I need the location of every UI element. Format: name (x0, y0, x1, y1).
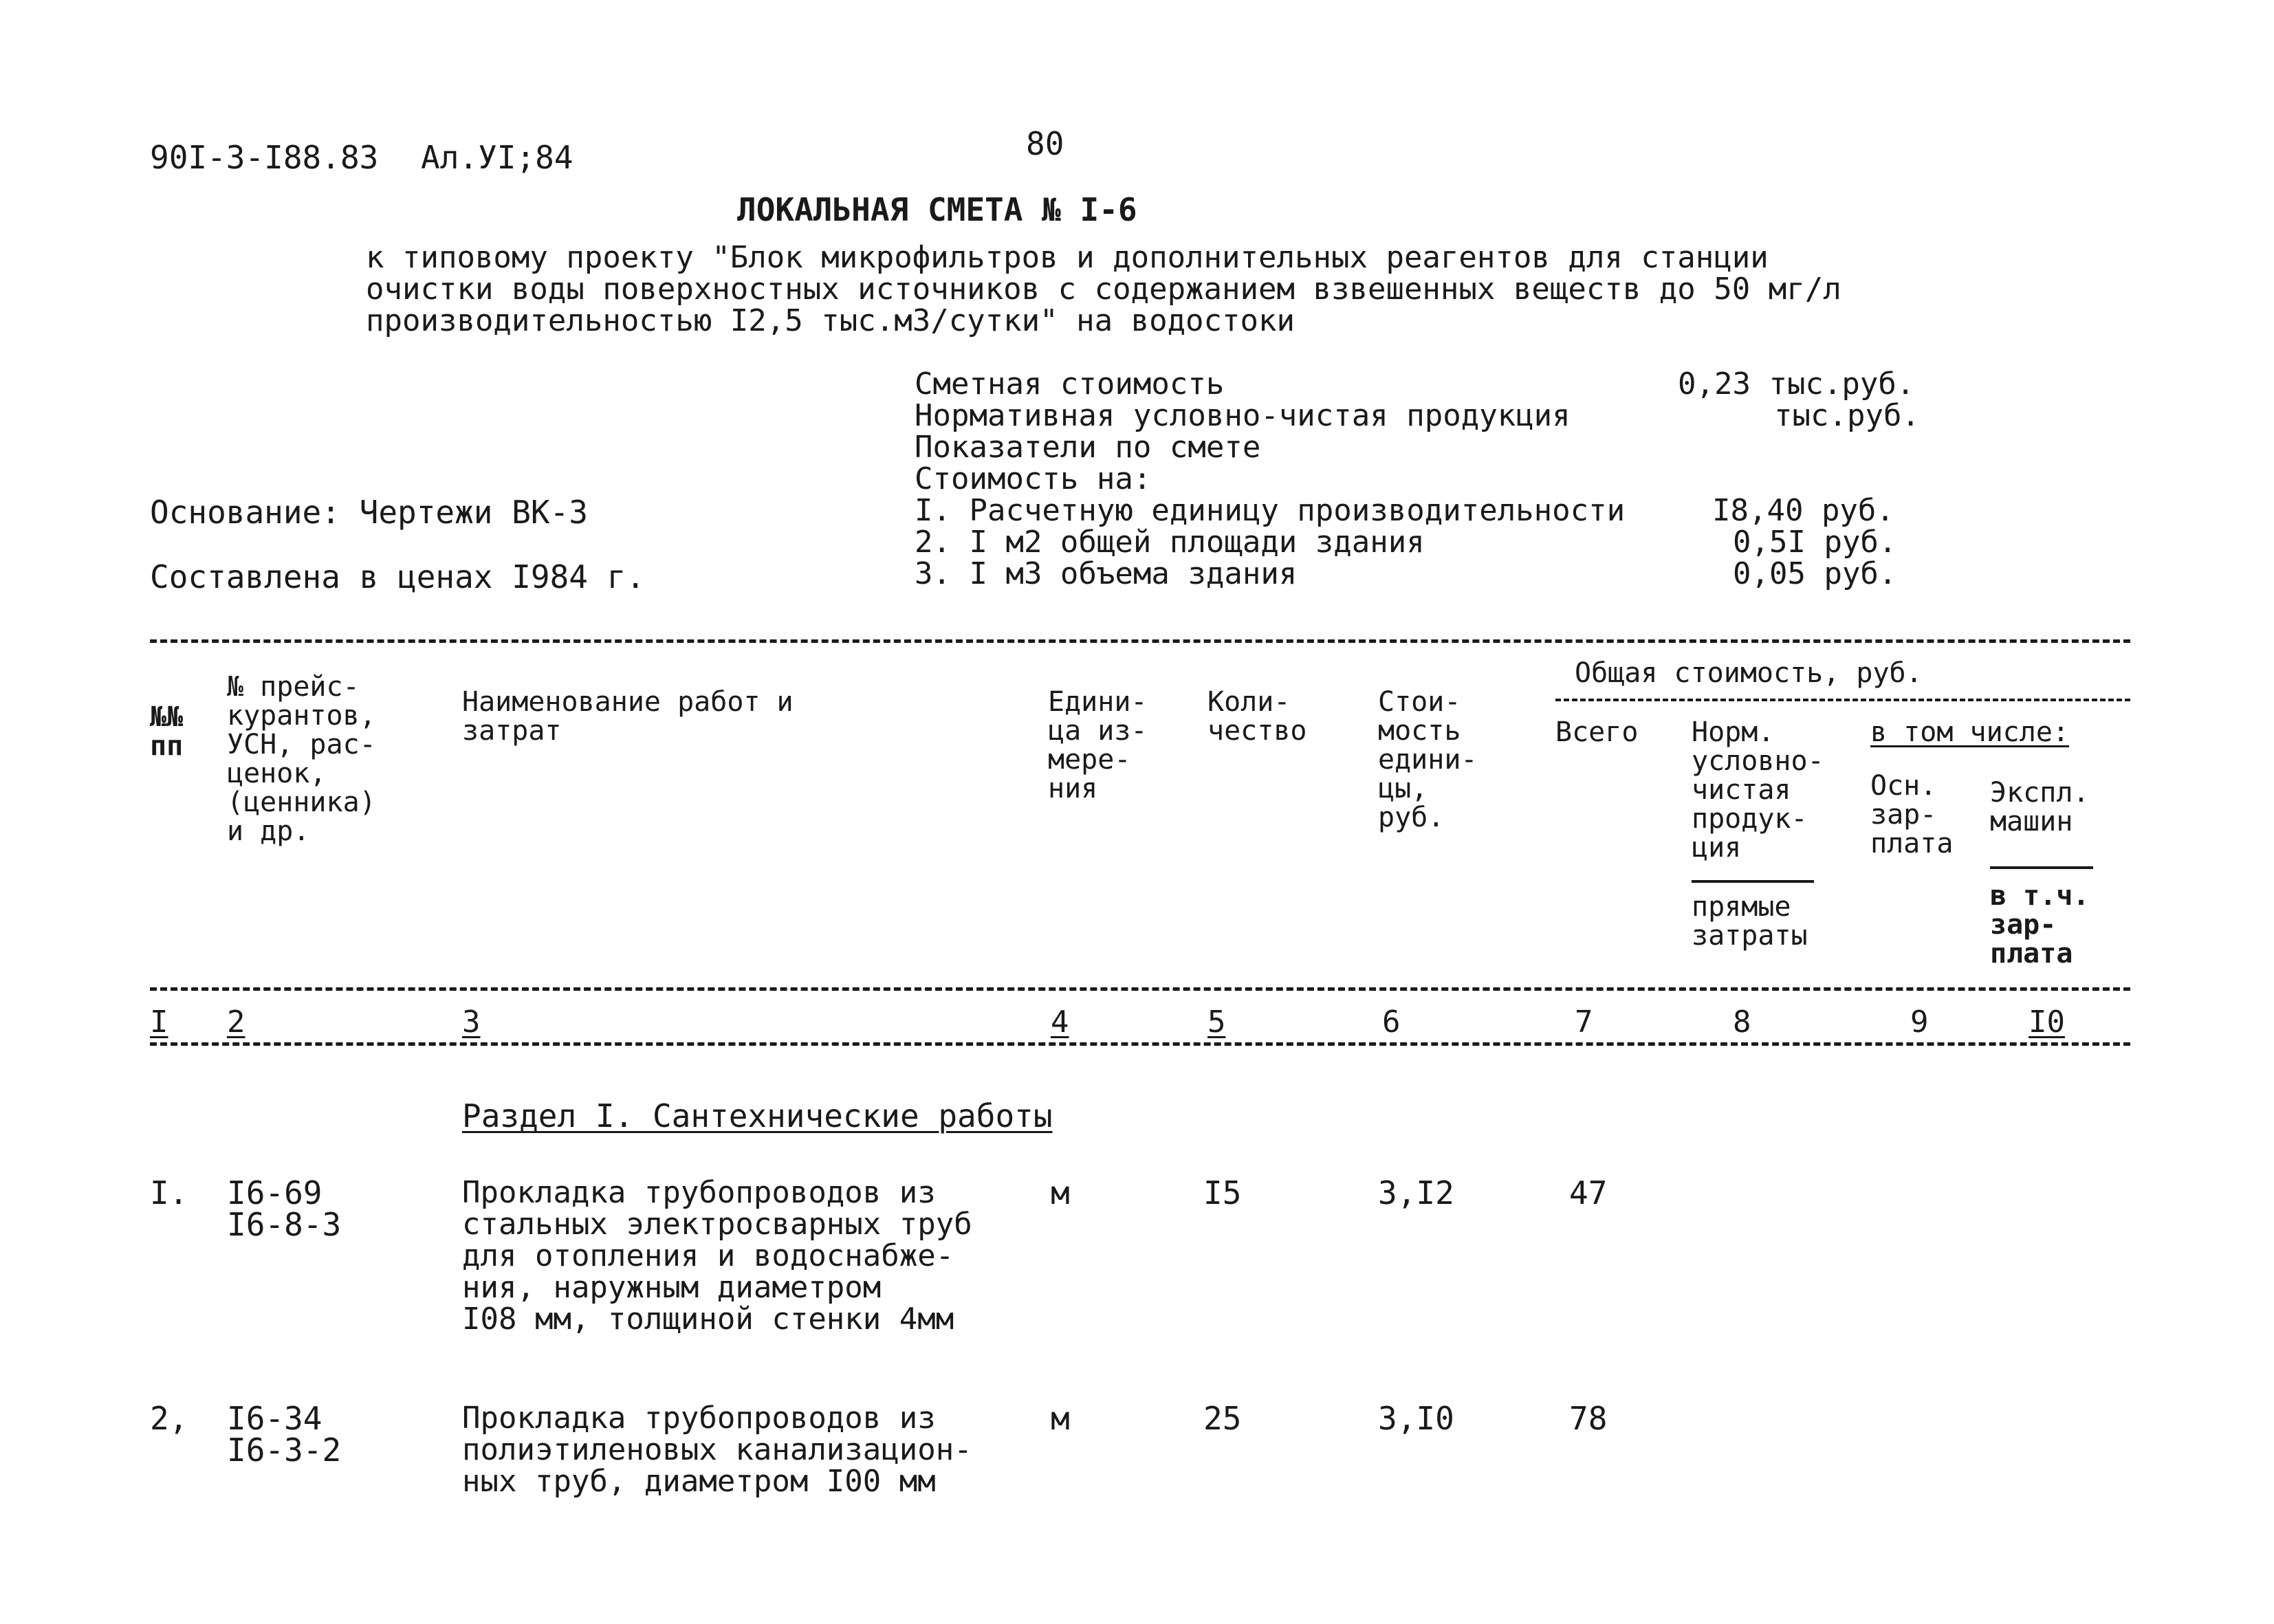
row-2-code: I6-34 I6-3-2 (227, 1400, 342, 1469)
colnum-10: I0 (2029, 1005, 2065, 1040)
colnum-2: 2 (227, 1005, 245, 1040)
estimated-cost-value: 0,23 тыс.руб. (1678, 366, 1915, 402)
colnum-7: 7 (1575, 1005, 1593, 1040)
indicator-item-2-label: 2. I м2 общей площади здания (915, 525, 1425, 560)
indicators-label: Показатели по смете (915, 430, 1261, 465)
colnum-5: 5 (1207, 1005, 1226, 1040)
album-number: Ал.УI;84 (421, 139, 573, 176)
normative-value: тыс.руб. (1774, 398, 1920, 433)
total-cost-rule (1555, 699, 2130, 701)
header-col-work-name: Наименование работ и затрат (462, 686, 794, 747)
colnum-9: 9 (1910, 1005, 1929, 1040)
row-2-number: 2, (150, 1400, 188, 1437)
subtitle-line-1: к типовому проекту "Блок микрофильтров и дополнительных реагентов для станции (366, 240, 1769, 275)
header-col-direct-costs: прямые затраты (1692, 891, 1808, 952)
header-total-cost: Общая стоимость, руб. (1575, 657, 1923, 689)
header-col-normative: Норм. условно- чистая продук- ция (1692, 716, 1824, 864)
row-1-quantity: I5 (1203, 1174, 1242, 1211)
row-1-unit-cost: 3,I2 (1378, 1174, 1454, 1211)
row-2-unit: м (1051, 1400, 1070, 1437)
document-title: ЛОКАЛЬНАЯ СМЕТА № I-6 (737, 191, 1137, 228)
row-1-name: Прокладка трубопроводов из стальных электросварных труб для отопления и водоснабже- ния, наружным диаметром I08 мм, толщиной стенки 4мм (462, 1175, 972, 1337)
header-col-machine-salary: в т.ч. зар- плата (1990, 880, 2090, 969)
indicator-item-3-label: 3. I м3 объема здания (915, 556, 1298, 591)
header-col-quantity: Коли- чество (1207, 686, 1307, 747)
header-col-price-code: № прейс- курантов, УСН, рас- ценок, (ценника) и др. (227, 671, 376, 847)
machine-underline (1990, 866, 2093, 869)
prices-text: Составлена в ценах I984 г. (150, 558, 646, 595)
header-col-base-salary: Осн. зар- плата (1870, 770, 1954, 859)
subtitle-line-2: очистки воды поверхностных источников с содержанием взвешенных веществ до 50 мг/л (366, 272, 1841, 307)
subtitle-line-3: производительностью I2,5 тыс.м3/сутки" на водостоки (366, 303, 1295, 338)
row-1-number: I. (150, 1174, 188, 1211)
normative-underline (1692, 880, 1814, 883)
colnum-1: I (150, 1005, 168, 1040)
indicator-item-1-label: I. Расчетную единицу производительности (915, 493, 1626, 528)
section-title: Раздел I. Сантехнические работы (462, 1097, 1053, 1134)
row-1-total: 47 (1569, 1174, 1608, 1211)
colnum-6: 6 (1382, 1005, 1401, 1040)
colnum-3: 3 (462, 1005, 481, 1040)
indicator-item-2-value: 0,5I руб. (1733, 525, 1897, 560)
row-1-code: I6-69 I6-8-3 (227, 1174, 342, 1243)
row-2-total: 78 (1569, 1400, 1608, 1437)
header-col-total: Всего (1555, 716, 1639, 748)
header-including: в том числе: (1870, 716, 2069, 748)
table-top-rule (150, 639, 2130, 643)
indicator-item-3-value: 0,05 руб. (1733, 556, 1897, 591)
cost-on-label: Стоимость на: (915, 461, 1152, 496)
colnum-rule (150, 1042, 2130, 1046)
colnum-4: 4 (1051, 1005, 1069, 1040)
colnum-8: 8 (1733, 1005, 1751, 1040)
header-bottom-rule (150, 987, 2130, 991)
normative-label: Нормативная условно-чистая продукция (915, 398, 1571, 433)
row-2-unit-cost: 3,I0 (1378, 1400, 1454, 1437)
document-code: 90I-3-I88.83 (150, 139, 379, 176)
header-col-machine-operation: Экспл. машин (1990, 777, 2090, 837)
row-2-name: Прокладка трубопроводов из полиэтиленовых канализацион- ных труб, диаметром I00 мм (462, 1401, 972, 1499)
row-2-quantity: 25 (1203, 1400, 1242, 1437)
estimated-cost-label: Сметная стоимость (915, 366, 1225, 402)
header-col-unit-cost: Стои- мость едини- цы, руб. (1378, 686, 1478, 833)
header-col-unit: Едини- ца из- мере- ния (1048, 686, 1148, 804)
page-number: 80 (1026, 125, 1064, 162)
row-1-unit: м (1051, 1174, 1070, 1211)
indicator-item-1-value: I8,40 руб. (1712, 493, 1894, 528)
basis-text: Основание: Чертежи ВК-3 (150, 494, 588, 531)
header-col-row-number: №№ пп (150, 701, 184, 762)
